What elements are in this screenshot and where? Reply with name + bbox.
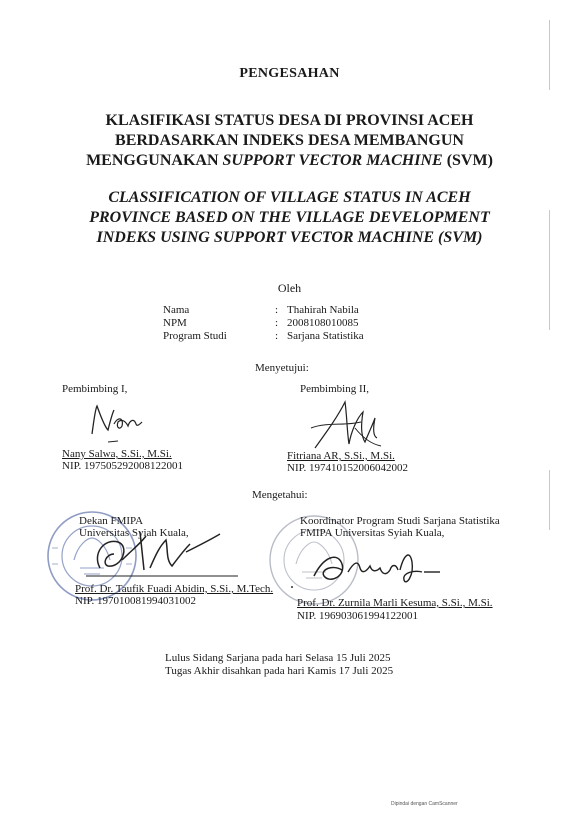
title-en-line-3: INDEKS USING SUPPORT VECTOR MACHINE (SVM) xyxy=(96,229,483,246)
scanner-watermark: Dipindai dengan CamScanner xyxy=(391,801,458,807)
dean-title-line-2: Universitas Syiah Kuala, xyxy=(79,527,189,539)
coordinator-nip: NIP. 196903061994122001 xyxy=(297,610,419,622)
scan-edge-mark xyxy=(549,470,550,530)
title-id-line-3-italic: SUPPORT VECTOR MACHINE xyxy=(222,152,443,169)
supervisor-1-signature xyxy=(88,400,148,446)
stray-mark xyxy=(291,586,293,588)
supervisor-2-title: Pembimbing II, xyxy=(300,383,370,395)
dean-name: Prof. Dr. Taufik Fuadi Abidin, S.Si., M.Tech. xyxy=(75,583,274,595)
supervisor-1-title: Pembimbing I, xyxy=(62,383,128,395)
acknowledged-by-label: Mengetahui: xyxy=(252,489,308,501)
title-english xyxy=(0,188,579,248)
title-id-line-3-suffix: (SVM) xyxy=(442,152,493,169)
student-name-row xyxy=(163,304,364,317)
supervisor-1-nip: NIP. 197505292008122001 xyxy=(62,460,184,472)
dean-title-line-1: Dekan FMIPA xyxy=(79,515,144,527)
dean-signature xyxy=(82,524,242,582)
title-id-line-3 xyxy=(0,151,579,171)
title-indonesian xyxy=(0,111,579,171)
program-label: Program Studi xyxy=(163,330,227,342)
coordinator-signature xyxy=(308,542,448,592)
title-id-line-2: BERDASARKAN INDEKS DESA MEMBANGUN xyxy=(115,132,464,149)
scan-edge-mark xyxy=(549,210,550,330)
coordinator-title-line-2: FMIPA Universitas Syiah Kuala, xyxy=(300,527,445,539)
scan-edge-mark xyxy=(549,20,550,90)
supervisor-1-name: Nany Salwa, S.Si., M.Si. xyxy=(62,448,172,460)
npm-label: NPM xyxy=(163,317,187,329)
title-en-line-1: CLASSIFICATION OF VILLAGE STATUS IN ACEH xyxy=(108,189,471,206)
title-id-line-3-prefix: MENGGUNAKAN xyxy=(86,152,223,169)
name-label: Nama xyxy=(163,304,190,316)
page-heading: PENGESAHAN xyxy=(239,66,340,81)
graduation-date-line: Lulus Sidang Sarjana pada hari Selasa 15 Juli 2025 xyxy=(165,652,391,664)
program-value: Sarjana Statistika xyxy=(287,330,364,342)
approval-date-line: Tugas Akhir disahkan pada hari Kamis 17 Juli 2025 xyxy=(165,665,394,677)
dean-nip: NIP. 197010081994031002 xyxy=(75,595,197,607)
title-en-line-2: PROVINCE BASED ON THE VILLAGE DEVELOPMENT xyxy=(89,209,490,226)
colon: : xyxy=(275,317,279,329)
colon: : xyxy=(275,330,279,342)
approval-dates xyxy=(165,652,393,678)
supervisor-2-signature xyxy=(305,392,385,456)
title-id-line-1: KLASIFIKASI STATUS DESA DI PROVINSI ACEH xyxy=(105,112,474,129)
supervisor-2-name: Fitriana AR, S.Si., M.Si. xyxy=(287,450,395,462)
by-label: Oleh xyxy=(277,281,302,295)
npm-value: 2008108010085 xyxy=(287,317,359,329)
name-value: Thahirah Nabila xyxy=(287,304,359,316)
student-program-row xyxy=(163,330,364,343)
colon: : xyxy=(275,304,279,316)
coordinator-name: Prof. Dr. Zurnila Marli Kesuma, S.Si., M.Si. xyxy=(297,597,493,609)
approved-by-label: Menyetujui: xyxy=(255,362,309,374)
supervisor-2-nip: NIP. 197410152006042002 xyxy=(287,462,409,474)
coordinator-title-line-1: Koordinator Program Studi Sarjana Statistika xyxy=(300,515,500,527)
student-info xyxy=(163,304,364,343)
student-npm-row xyxy=(163,317,364,330)
